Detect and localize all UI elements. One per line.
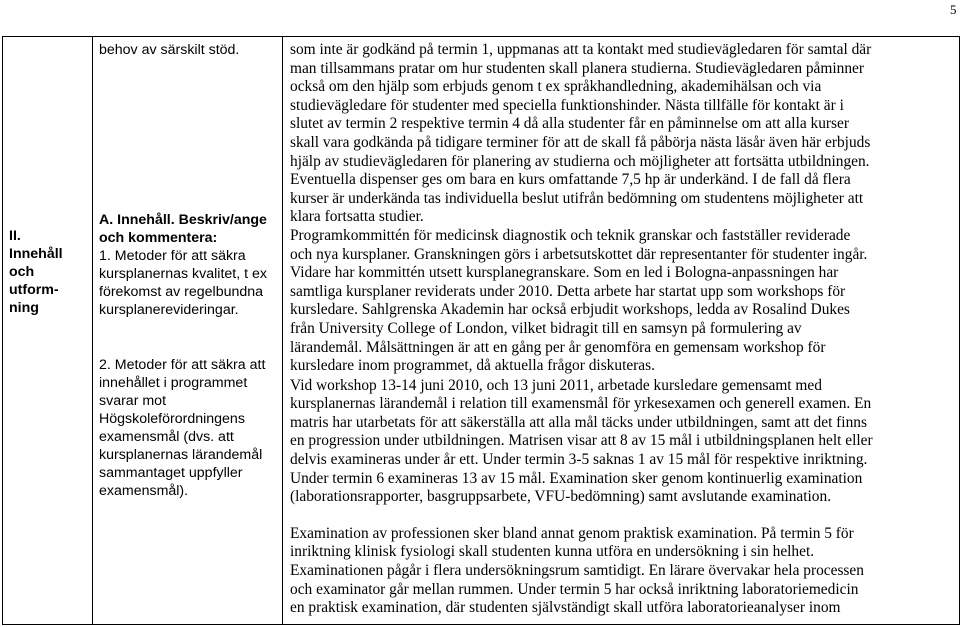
criteria-top-text: behov av särskilt stöd. [99, 42, 240, 58]
table-row [3, 37, 960, 625]
response-paragraph-2: Programkommittén för medicinsk diagnostik och teknik granskar och fastställer reviderade och nya kursplaner. Granskningen görs i arbetsutskottet där representanter för studenter ingår. Vidare har kommittén utsett kursplanegranskare. Som en led i Bologna-anpassningen har samtliga kursplaner reviderats under 2010. Detta arbete har startat upp som workshops för kursledare. Sahlgrenska Akademin har också erbjudit workshops, ledda av Rosalind Dukes från University College of London, vilket bidragit till en samsyn på formulering av lärandemål. Målsättningen är att en gång per år genomföra en gemensam workshop för kursledare inom programmet, då aktuella frågor diskuteras. [290, 226, 868, 375]
response-paragraph-3: Vid workshop 13-14 juni 2010, och 13 juni 2011, arbetade kursledare gemensamt med kursplanernas lärandemål i relation till examensmål för yrkesexamen och generell examen. En matris har utarbetats för att säkerställa att alla mål täcks under utbildningen, samt att det finns en progression under utbildningen. Matrisen visar att 8 av 15 mål i utbildningsplanen helt eller delvis examineras under år ett. Under termin 3-5 saknas 1 av 15 mål för respektive inriktning. Under termin 6 examineras 13 av 15 mål. Examination sker genom kontinuerlig examination (laborationsrapporter, basgruppsarbete, VFU-bedömning) samt avslutande examination. [290, 376, 873, 506]
page-number: 5 [950, 2, 957, 17]
document-table [2, 36, 960, 625]
criteria-item-2: 2. Metoder för att säkra att innehållet i programmet svarar mot Högskoleförordningens examensmål (dvs. att kursplanernas lärandemål sammantaget uppfyller examensmål). [99, 357, 266, 499]
response-paragraph-4: Examination av professionen sker bland annat genom praktisk examination. På termin 5 för inriktning klinisk fysiologi skall studenten kunna utföra en undersökning i sin helhet. Examinationen pågår i flera undersökningsrum samtidigt. En lärare övervakar hela processen och examinator går mellan rummen. Under termin 5 har också inriktning laboratoriemedicin en praktisk examination, där studenten självständigt skall utföra laboratorieanalyser inom [290, 524, 864, 617]
criteria-item-1: 1. Metoder för att säkra kursplanernas kvalitet, t ex förekomst av regelbundna kursplanerevideringar. [99, 248, 267, 318]
response-paragraph-1: som inte är godkänd på termin 1, uppmanas att ta kontakt med studievägledaren för samtal där man tillsammans pratar om hur studenten skall planera studierna. Studievägledaren påminner också om den hjälp som erbjuds genom t ex språkhandledning, akademihälsan och via studievägledare för studenter med speciella funktionshinder. Nästa tillfälle för kontakt är i slutet av termin 2 respektive termin 4 då alla studenter får en påminnelse om att alla kurser skall vara godkända på tidigare terminer för att de skall få påbörja nästa läsår även här erbjuds hjälp av studievägledaren för planering av studierna och möjligheter att fortsätta utbildningen. Eventuella dispenser ges om bara en kurs omfattande 7,5 hp är underkänd. I de fall då flera kurser är underkända tas individuella beslut utifrån bedömning om studentens möjligheter att klara fortsatta studier. [290, 41, 872, 226]
response-cell [283, 37, 960, 625]
section-heading: II. Innehåll och utform- ning [9, 228, 63, 316]
criteria-heading: A. Innehåll. Beskriv/ange och kommentera: [99, 212, 267, 246]
criteria-cell [93, 37, 283, 625]
section-heading-cell [3, 37, 93, 625]
